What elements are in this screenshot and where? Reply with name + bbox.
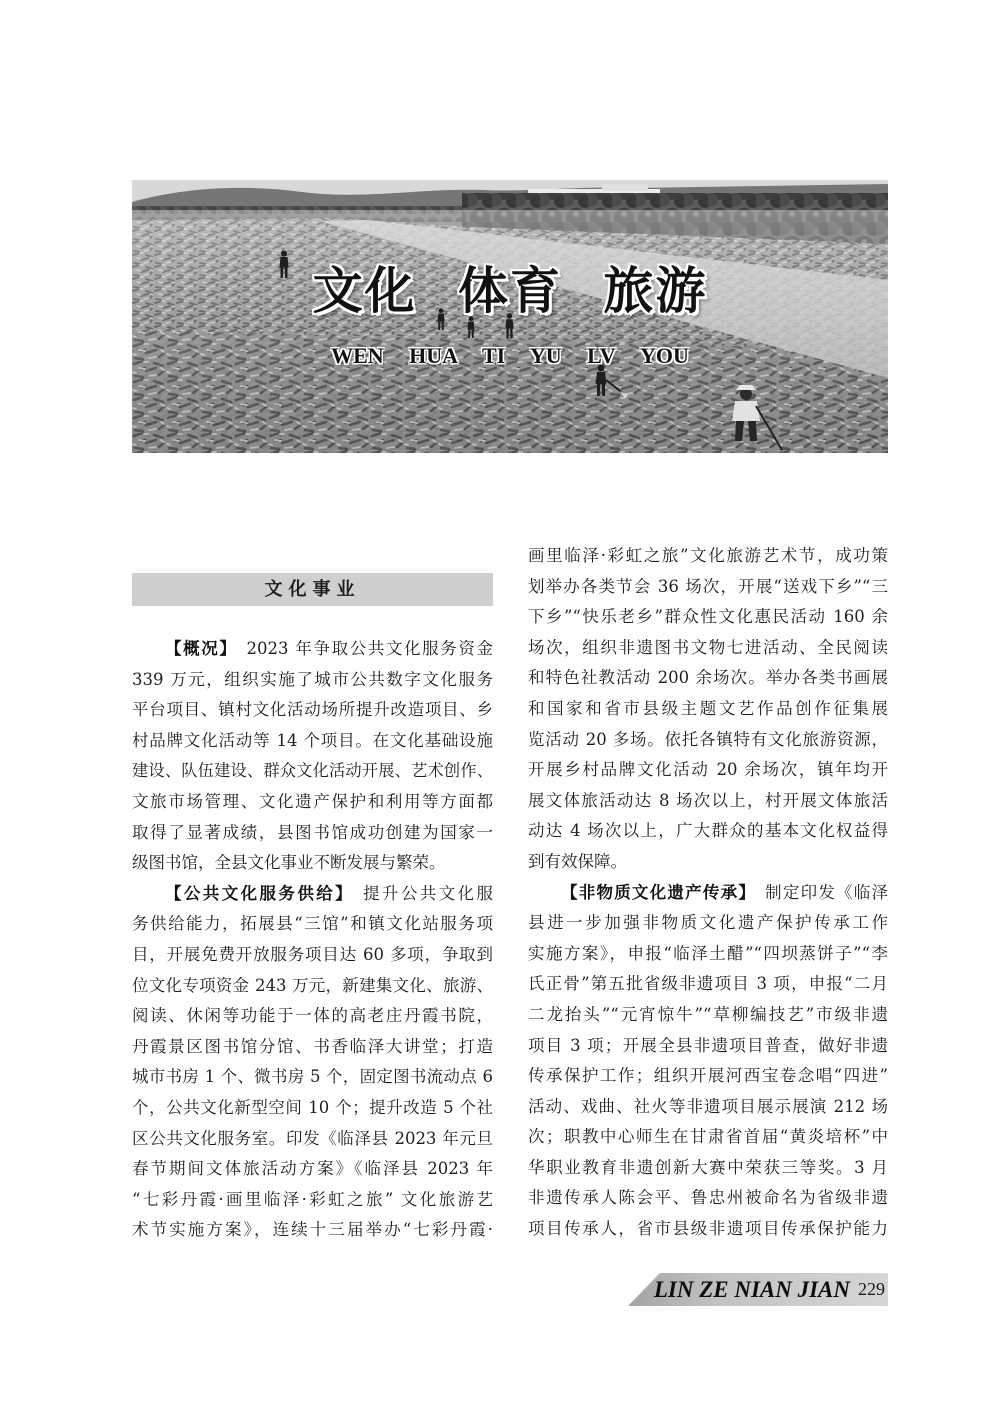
paragraph-heading: 【概况】	[165, 639, 238, 658]
text-line: 次；职教中心师生在甘肃省首届“黄炎培杯”中	[528, 1127, 888, 1147]
text-line: 场次，组织非遗图书文物七进活动、全民阅读	[528, 637, 888, 657]
text-line: 个，公共文化新型空间 10 个；提升改造 5 个社	[132, 1097, 493, 1117]
text-line: 下乡”“快乐老乡”群众性文化惠民活动 160 余	[528, 607, 888, 627]
text-line: 春节期间文体旅活动方案》《临泽县 2023 年	[132, 1159, 493, 1179]
text-line: 务供给能力，拓展县“三馆”和镇文化站服务项	[132, 914, 493, 934]
text-line: 活动、戏曲、社火等非遗项目展示展演 212 场	[528, 1096, 888, 1116]
text-line: 传承保护工作；组织开展河西宝卷念唱“四进”	[528, 1066, 888, 1086]
left-column-text	[132, 634, 493, 1246]
chapter-title: 文化 体育 旅游	[312, 262, 708, 320]
text-line: 丹霞景区图书馆分馆、书香临泽大讲堂；打造	[132, 1036, 493, 1056]
page-footer	[640, 1273, 885, 1306]
text-line: 展文体旅活动达 8 场次以上，村开展文体旅活	[528, 790, 888, 810]
text-line: 术节实施方案》，连续十三届举办“七彩丹霞·	[132, 1220, 493, 1240]
right-column-text	[528, 541, 888, 1245]
text-line: 位文化专项资金 243 万元，新建集文化、旅游、	[132, 975, 493, 995]
text-line: 目，开展免费开放服务项目达 60 多项，争取到	[132, 944, 493, 964]
text-line: 氏正骨”第五批省级非遗项目 3 项，申报“二月	[528, 974, 888, 994]
text-line: 区公共文化服务室。印发《临泽县 2023 年元旦	[132, 1128, 493, 1148]
paragraph-text: 2023 年争取公共文化服务资金	[246, 639, 493, 658]
text-line	[528, 878, 888, 909]
text-line: 项目传承人，省市县级非遗项目传承保护能力	[528, 1219, 888, 1239]
page-number: 229	[858, 1279, 885, 1299]
paragraph-text: 提升公共文化服	[363, 883, 494, 903]
text-line: 339 万元，组织实施了城市公共数字文化服务	[132, 669, 493, 689]
text-line: 文旅市场管理、文化遗产保护和利用等方面都	[132, 791, 493, 811]
text-line: “七彩丹霞·画里临泽·彩虹之旅” 文化旅游艺	[132, 1189, 493, 1209]
text-line: 平台项目、镇村文化活动场所提升改造项目、乡	[132, 700, 493, 720]
text-line: 城市书房 1 个、微书房 5 个，固定图书流动点 6	[132, 1067, 493, 1087]
section-title: 文化事业	[264, 579, 361, 600]
section-header	[132, 573, 493, 606]
text-line: 动达 4 场次以上，广大群众的基本文化权益得	[528, 821, 888, 841]
text-line: 画里临泽·彩虹之旅”文化旅游艺术节，成功策	[528, 546, 888, 565]
text-line: 实施方案》，申报“临泽土醋”“四坝蒸饼子”“李	[528, 943, 888, 963]
text-line: 和特色社教活动 200 余场次。举办各类书画展	[528, 668, 888, 688]
text-line: 非遗传承人陈会平、鲁忠州被命名为省级非遗	[528, 1188, 888, 1208]
text-line: 览活动 20 多场。依托各镇特有文化旅游资源，	[528, 729, 888, 749]
chapter-pinyin-title: WEN HUA TI YU LV YOU	[331, 343, 689, 368]
running-title: LIN ZE NIAN JIAN	[653, 1277, 850, 1302]
text-line: 县进一步加强非物质文化遗产保护传承工作	[528, 913, 888, 933]
text-line	[132, 634, 493, 665]
text-line: 到有效保障。	[528, 851, 627, 871]
paragraph-text: 制定印发《临泽	[765, 882, 889, 902]
text-line: 建设、队伍建设、群众文化活动开展、艺术创作、	[132, 761, 493, 781]
text-line: 级图书馆，全县文化事业不断发展与繁荣。	[132, 853, 446, 873]
text-line: 开展乡村品牌文化活动 20 余场次，镇年均开	[528, 760, 888, 780]
text-line: 划举办各类节会 36 场次，开展“送戏下乡”“三	[528, 576, 888, 596]
text-line: 华职业教育非遗创新大赛中荣获三等奖。3 月	[528, 1157, 888, 1177]
text-line: 和国家和省市县级主题文艺作品创作征集展	[528, 698, 888, 718]
text-line: 取得了显著成绩，县图书馆成功创建为国家一	[132, 822, 493, 842]
text-line	[132, 879, 493, 910]
paragraph-heading: 【公共文化服务供给】	[165, 883, 355, 903]
text-line: 二龙抬头”“元宵惊牛”“草柳编技艺”市级非遗	[528, 1004, 888, 1024]
paragraph-heading: 【非物质文化遗产传承】	[561, 882, 757, 902]
text-line: 项目 3 项；开展全县非遗项目普查，做好非遗	[528, 1035, 888, 1055]
text-line: 村品牌文化活动等 14 个项目。在文化基础设施	[132, 730, 493, 750]
chapter-banner	[132, 180, 888, 453]
text-line: 阅读、休闲等功能于一体的高老庄丹霞书院，	[132, 1006, 493, 1026]
